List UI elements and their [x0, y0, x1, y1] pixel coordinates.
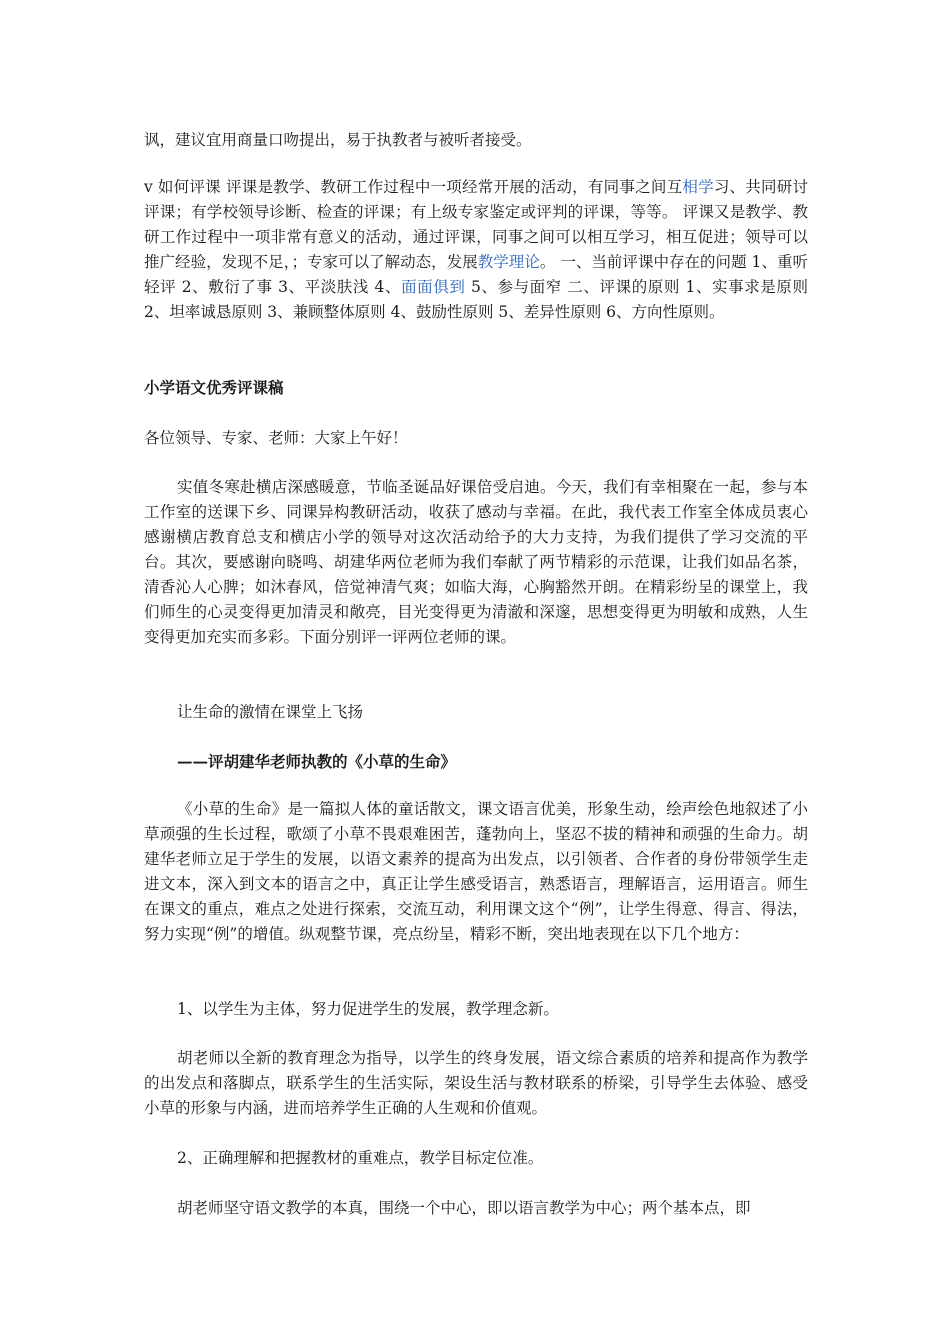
text-segment: v 如何评课 评课是教学、教研工作过程中一项经常开展的活动，有同事之间互: [144, 178, 683, 196]
document-title: 小学语文优秀评课稿: [144, 378, 284, 397]
text-segment: 。 一、当前评课中存在的问题 1、重听轻评 2、敷衍了事 3、平淡肤浅 4、: [144, 253, 808, 296]
paragraph-point-2: 胡老师坚守语文教学的本真，围绕一个中心，即以语言教学为中心；两个基本点，即: [177, 1199, 751, 1217]
link-comprehensive[interactable]: 面面俱到: [401, 278, 466, 296]
paragraph-point-1: 胡老师以全新的教育理念为指导，以学生的终身发展，语文综合素质的培养和提高作为教学的出发点和落脚点，联系学生的生活实际，架设生活与教材联系的桥梁，引导学生去体验、感受小草的形象与内涵，进而培养学生正确的人生观和价值观。: [144, 1049, 808, 1117]
link-teaching-theory[interactable]: 教学理论: [477, 253, 540, 271]
paragraph-intro-tail: 讽，建议宜用商量口吻提出，易于执教者与被听者接受。: [144, 131, 532, 149]
section-subtitle-sub: ——评胡建华老师执教的《小草的生命》: [177, 752, 457, 771]
text-segment: 习、共同研讨评课；有学校领导诊断、检查的评课；有上级专家鉴定或评判的评课，等等。 评课又是教学、教研工作过程中一项非常有意义的活动，通过评课，同事之间可以相互学习，相互促进；领导可以推广经验，发现不足，；专家可以了解动态，发展: [144, 178, 808, 271]
point-2-heading: 2、正确理解和把握教材的重难点，教学目标定位准。: [177, 1149, 544, 1167]
link-mutual-learning[interactable]: 相学: [682, 178, 714, 196]
point-1-heading: 1、以学生为主体，努力促进学生的发展，教学理念新。: [177, 1000, 559, 1018]
paragraph-how-to-evaluate: [144, 175, 808, 325]
section-subtitle-main: 让生命的激情在课堂上飞扬: [177, 703, 364, 721]
greeting: 各位领导、专家、老师：大家上午好！: [144, 429, 408, 447]
paragraph-lesson-overview: 《小草的生命》是一篇拟人体的童话散文，课文语言优美，形象生动，绘声绘色地叙述了小草顽强的生长过程，歌颂了小草不畏艰难困苦，蓬勃向上，坚忍不拔的精神和顽强的生命力。胡建华老师立足于学生的发展，以语文素养的提高为出发点，以引领者、合作者的身份带领学生走进文本，深入到文本的语言之中，真正让学生感受语言，熟悉语言，理解语言，运用语言。师生在课文的重点，难点之处进行探索，交流互动，利用课文这个“例”，让学生得意、得言、得法，努力实现“例”的增值。纵观整节课，亮点纷呈，精彩不断，突出地表现在以下几个地方：: [144, 800, 808, 943]
paragraph-opening: 实值冬寒赴横店深感暖意，节临圣诞品好课倍受启迪。今天，我们有幸相聚在一起，参与本工作室的送课下乡、同课异构教研活动，收获了感动与幸福。在此，我代表工作室全体成员衷心感谢横店教育总支和横店小学的领导对这次活动给予的大力支持，为我们提供了学习交流的平台。其次，要感谢向晓鸣、胡建华两位老师为我们奉献了两节精彩的示范课，让我们如品名茶，清香沁人心脾；如沐春风，倍觉神清气爽；如临大海，心胸豁然开朗。在精彩纷呈的课堂上，我们师生的心灵变得更加清灵和敞亮，目光变得更为清澈和深邃，思想变得更为明敏和成熟，人生变得更加充实而多彩。下面分别评一评两位老师的课。: [144, 478, 808, 646]
text-segment: 5、参与面窄 二、评课的原则 1、实事求是原则 2、坦率诚恳原则 3、兼顾整体原则 4、鼓励性原则 5、差异性原则 6、方向性原则。: [144, 278, 808, 321]
